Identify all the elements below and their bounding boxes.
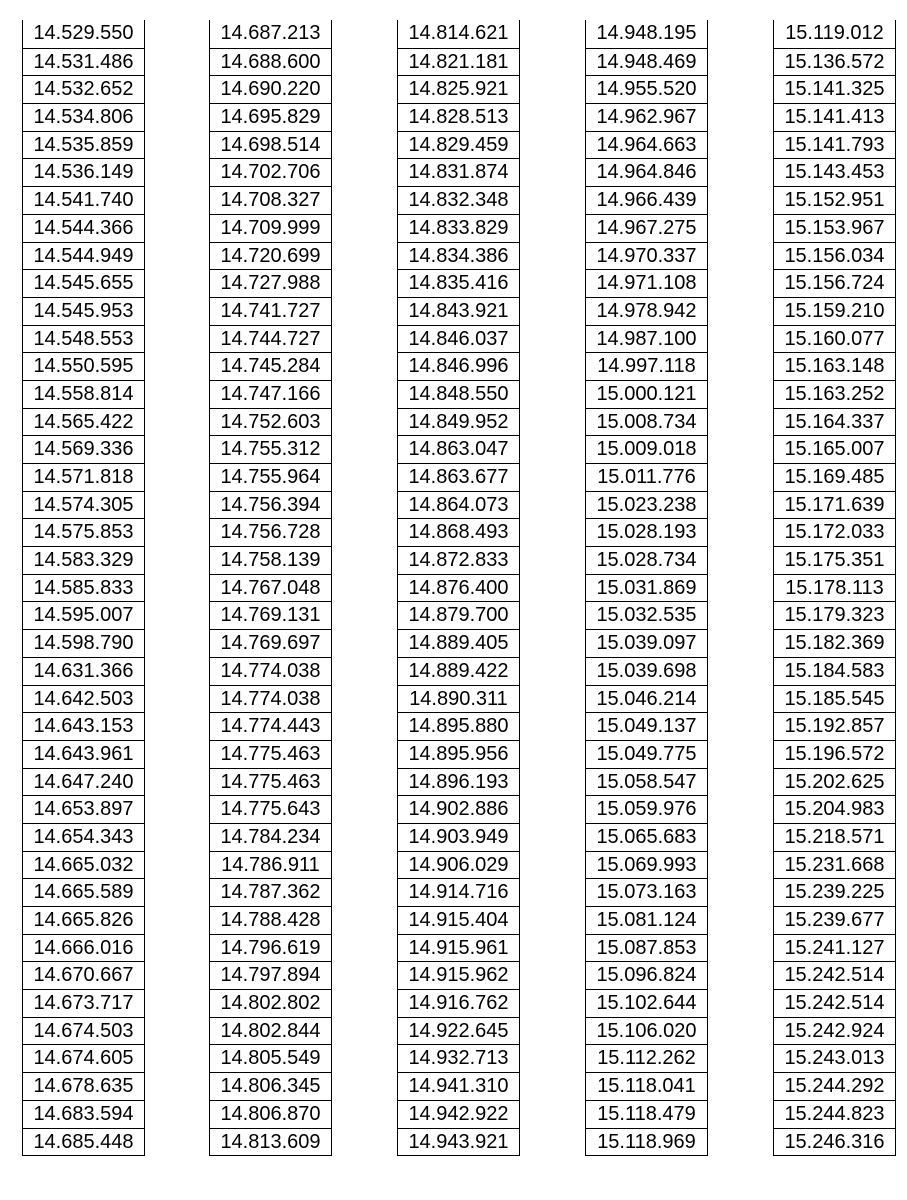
table-cell: 14.758.139 xyxy=(210,546,331,574)
table-cell: 14.774.038 xyxy=(210,685,331,713)
table-cell: 15.112.262 xyxy=(586,1044,707,1072)
table-cell: 15.028.193 xyxy=(586,518,707,546)
table-cell: 15.032.535 xyxy=(586,601,707,629)
table-cell: 15.039.698 xyxy=(586,657,707,685)
table-cell: 14.583.329 xyxy=(23,546,144,574)
table-cell: 15.169.485 xyxy=(774,463,895,491)
table-cell: 14.665.826 xyxy=(23,906,144,934)
table-cell: 14.902.886 xyxy=(398,795,519,823)
table-cell: 14.833.829 xyxy=(398,214,519,242)
table-cell: 14.687.213 xyxy=(220,22,321,44)
table-cell: 15.182.369 xyxy=(774,629,895,657)
table-cell: 15.023.238 xyxy=(586,491,707,519)
table-cell: 14.678.635 xyxy=(23,1072,144,1100)
table-cell: 14.932.713 xyxy=(398,1044,519,1072)
table-cell: 14.962.967 xyxy=(586,103,707,131)
table-cell: 15.164.337 xyxy=(774,408,895,436)
table-cell: 14.569.336 xyxy=(23,435,144,463)
table-cell: 15.159.210 xyxy=(774,297,895,325)
table-cell: 14.916.762 xyxy=(398,989,519,1017)
table-cell: 14.685.448 xyxy=(23,1128,144,1156)
table-cell: 15.156.034 xyxy=(774,242,895,270)
table-cell: 14.890.311 xyxy=(398,685,519,713)
table-cell: 14.548.553 xyxy=(23,325,144,353)
table-cell: 15.046.214 xyxy=(586,685,707,713)
table-cell: 14.727.988 xyxy=(210,269,331,297)
table-cell: 14.532.652 xyxy=(23,75,144,103)
table-cell: 14.821.181 xyxy=(398,48,519,76)
table-cell: 15.175.351 xyxy=(774,546,895,574)
table-cell: 14.806.345 xyxy=(210,1072,331,1100)
table-cell: 15.163.252 xyxy=(774,380,895,408)
table-cell: 14.849.952 xyxy=(398,408,519,436)
table-cell: 14.797.894 xyxy=(210,961,331,989)
table-cell: 14.802.802 xyxy=(210,989,331,1017)
table-cell: 15.242.514 xyxy=(774,961,895,989)
table-cell: 14.665.589 xyxy=(23,878,144,906)
table-cell: 14.863.047 xyxy=(398,435,519,463)
table-cell: 14.673.717 xyxy=(23,989,144,1017)
table-cell: 15.141.413 xyxy=(774,103,895,131)
table-cell: 14.695.829 xyxy=(210,103,331,131)
table-cell: 14.690.220 xyxy=(210,75,331,103)
table-cell: 14.828.513 xyxy=(398,103,519,131)
table-cell: 15.049.137 xyxy=(586,712,707,740)
table-cell: 14.914.716 xyxy=(398,878,519,906)
table-cell: 14.665.032 xyxy=(23,851,144,879)
table-cell: 14.598.790 xyxy=(23,629,144,657)
table-cell: 14.864.073 xyxy=(398,491,519,519)
table-cell: 15.178.113 xyxy=(774,574,895,602)
table-cell: 15.081.124 xyxy=(586,906,707,934)
table-cell: 14.787.362 xyxy=(210,878,331,906)
table-cell: 14.529.550 xyxy=(33,22,134,44)
table-cell: 14.948.195 xyxy=(596,22,697,44)
table-cell: 15.049.775 xyxy=(586,740,707,768)
table-cell: 14.666.016 xyxy=(23,934,144,962)
table-cell: 14.702.706 xyxy=(210,158,331,186)
table-cell: 15.241.127 xyxy=(774,934,895,962)
table-cell: 15.058.547 xyxy=(586,768,707,796)
table-cell: 14.879.700 xyxy=(398,601,519,629)
table-cell: 14.903.949 xyxy=(398,823,519,851)
table-cell: 14.536.149 xyxy=(23,158,144,186)
table-cell: 14.831.874 xyxy=(398,158,519,186)
table-cell: 15.065.683 xyxy=(586,823,707,851)
table-cell: 14.967.275 xyxy=(586,214,707,242)
table-cell: 14.709.999 xyxy=(210,214,331,242)
table-cell: 14.786.911 xyxy=(210,851,331,879)
table-cell: 15.000.121 xyxy=(586,380,707,408)
table-cell: 14.814.621 xyxy=(408,22,509,44)
table-cell: 14.915.961 xyxy=(398,934,519,962)
table-cell: 14.769.697 xyxy=(210,629,331,657)
table-cell: 15.136.572 xyxy=(774,48,895,76)
table-cell: 14.595.007 xyxy=(23,601,144,629)
number-column-3 xyxy=(397,20,520,1156)
table-cell: 14.966.439 xyxy=(586,186,707,214)
table-cell: 14.545.655 xyxy=(23,269,144,297)
table-cell: 14.531.486 xyxy=(23,48,144,76)
table-cell: 14.752.603 xyxy=(210,408,331,436)
table-cell: 14.674.605 xyxy=(23,1044,144,1072)
table-cell: 14.889.422 xyxy=(398,657,519,685)
table-cell: 14.895.956 xyxy=(398,740,519,768)
table-cell: 15.218.571 xyxy=(774,823,895,851)
table-cell: 15.242.514 xyxy=(774,989,895,1017)
table-cell: 14.544.366 xyxy=(23,214,144,242)
table-cell: 15.239.225 xyxy=(774,878,895,906)
number-column-1 xyxy=(22,20,145,1156)
table-cell: 15.102.644 xyxy=(586,989,707,1017)
table-cell: 14.943.921 xyxy=(398,1128,519,1156)
table-cell: 14.970.337 xyxy=(586,242,707,270)
table-cell: 14.805.549 xyxy=(210,1044,331,1072)
table-cell: 14.720.699 xyxy=(210,242,331,270)
table-cell: 15.152.951 xyxy=(774,186,895,214)
table-cell: 15.141.793 xyxy=(774,131,895,159)
table-cell: 14.788.428 xyxy=(210,906,331,934)
table-cell: 14.755.964 xyxy=(210,463,331,491)
table-cell: 14.868.493 xyxy=(398,518,519,546)
table-cell: 14.796.619 xyxy=(210,934,331,962)
table-cell: 14.535.859 xyxy=(23,131,144,159)
table-cell: 14.813.609 xyxy=(210,1128,331,1156)
table-cell: 15.118.479 xyxy=(586,1100,707,1128)
table-cell: 14.698.514 xyxy=(210,131,331,159)
table-cell: 14.643.961 xyxy=(23,740,144,768)
table-cell: 15.011.776 xyxy=(586,463,707,491)
table-cell: 15.156.724 xyxy=(774,269,895,297)
number-column-4 xyxy=(585,20,708,1156)
table-cell: 15.153.967 xyxy=(774,214,895,242)
table-cell: 15.184.583 xyxy=(774,657,895,685)
table-cell: 15.069.993 xyxy=(586,851,707,879)
table-cell: 15.172.033 xyxy=(774,518,895,546)
table-cell: 14.964.663 xyxy=(586,131,707,159)
table-cell: 14.756.728 xyxy=(210,518,331,546)
table-cell: 15.179.323 xyxy=(774,601,895,629)
table-cell: 15.028.734 xyxy=(586,546,707,574)
table-cell: 15.118.041 xyxy=(586,1072,707,1100)
table-cell: 14.964.846 xyxy=(586,158,707,186)
table-cell: 15.163.148 xyxy=(774,352,895,380)
table-cell: 15.008.734 xyxy=(586,408,707,436)
number-column-5 xyxy=(773,20,896,1156)
table-cell: 15.087.853 xyxy=(586,934,707,962)
table-cell: 14.550.595 xyxy=(23,352,144,380)
table-cell: 15.185.545 xyxy=(774,685,895,713)
table-cell: 15.165.007 xyxy=(774,435,895,463)
table-cell: 14.534.806 xyxy=(23,103,144,131)
table-cell: 14.745.284 xyxy=(210,352,331,380)
table-cell: 14.585.833 xyxy=(23,574,144,602)
table-cell: 14.674.503 xyxy=(23,1017,144,1045)
table-cell: 14.653.897 xyxy=(23,795,144,823)
table-cell: 14.744.727 xyxy=(210,325,331,353)
table-cell: 14.955.520 xyxy=(586,75,707,103)
table-cell: 14.835.416 xyxy=(398,269,519,297)
table-cell: 14.708.327 xyxy=(210,186,331,214)
table-cell: 14.843.921 xyxy=(398,297,519,325)
table-cell: 14.654.343 xyxy=(23,823,144,851)
table-cell: 14.688.600 xyxy=(210,48,331,76)
table-cell: 15.244.292 xyxy=(774,1072,895,1100)
table-cell: 15.244.823 xyxy=(774,1100,895,1128)
table-cell: 14.876.400 xyxy=(398,574,519,602)
table-cell: 14.775.463 xyxy=(210,768,331,796)
table-cell: 14.756.394 xyxy=(210,491,331,519)
table-cell: 14.802.844 xyxy=(210,1017,331,1045)
table-cell: 15.141.325 xyxy=(774,75,895,103)
table-cell: 15.243.013 xyxy=(774,1044,895,1072)
table-cell: 14.558.814 xyxy=(23,380,144,408)
table-cell: 14.775.643 xyxy=(210,795,331,823)
table-cell: 15.171.639 xyxy=(774,491,895,519)
table-cell: 14.545.953 xyxy=(23,297,144,325)
table-cell: 15.059.976 xyxy=(586,795,707,823)
table-cell: 14.889.405 xyxy=(398,629,519,657)
table-cell: 14.832.348 xyxy=(398,186,519,214)
table-cell: 14.755.312 xyxy=(210,435,331,463)
table-cell: 14.948.469 xyxy=(586,48,707,76)
table-cell: 15.204.983 xyxy=(774,795,895,823)
table-cell: 14.575.853 xyxy=(23,518,144,546)
table-cell: 14.978.942 xyxy=(586,297,707,325)
table-cell: 14.683.594 xyxy=(23,1100,144,1128)
table-cell: 14.544.949 xyxy=(23,242,144,270)
table-cell: 14.642.503 xyxy=(23,685,144,713)
table-cell: 14.906.029 xyxy=(398,851,519,879)
table-cell: 15.039.097 xyxy=(586,629,707,657)
table-cell: 15.231.668 xyxy=(774,851,895,879)
table-cell: 14.915.404 xyxy=(398,906,519,934)
table-cell: 15.009.018 xyxy=(586,435,707,463)
table-cell: 14.775.463 xyxy=(210,740,331,768)
table-cell: 15.202.625 xyxy=(774,768,895,796)
table-cell: 14.997.118 xyxy=(586,352,707,380)
table-cell: 14.846.996 xyxy=(398,352,519,380)
table-cell: 15.118.969 xyxy=(586,1128,707,1156)
table-cell: 15.246.316 xyxy=(774,1128,895,1156)
table-cell: 14.769.131 xyxy=(210,601,331,629)
table-cell: 15.073.163 xyxy=(586,878,707,906)
table-cell: 15.196.572 xyxy=(774,740,895,768)
table-cell: 14.895.880 xyxy=(398,712,519,740)
table-cell: 14.825.921 xyxy=(398,75,519,103)
table-cell: 14.942.922 xyxy=(398,1100,519,1128)
table-cell: 14.670.667 xyxy=(23,961,144,989)
table-cell: 14.767.048 xyxy=(210,574,331,602)
table-cell: 15.143.453 xyxy=(774,158,895,186)
table-cell: 14.784.234 xyxy=(210,823,331,851)
table-cell: 15.192.857 xyxy=(774,712,895,740)
table-cell: 15.160.077 xyxy=(774,325,895,353)
table-cell: 14.848.550 xyxy=(398,380,519,408)
table-cell: 14.971.108 xyxy=(586,269,707,297)
table-cell: 14.541.740 xyxy=(23,186,144,214)
table-cell: 14.846.037 xyxy=(398,325,519,353)
table-cell: 14.565.422 xyxy=(23,408,144,436)
table-cell: 14.829.459 xyxy=(398,131,519,159)
table-cell: 15.031.869 xyxy=(586,574,707,602)
table-cell: 14.896.193 xyxy=(398,768,519,796)
table-cell: 15.239.677 xyxy=(774,906,895,934)
table-cell: 14.915.962 xyxy=(398,961,519,989)
table-cell: 14.806.870 xyxy=(210,1100,331,1128)
table-cell: 14.574.305 xyxy=(23,491,144,519)
table-cell: 14.571.818 xyxy=(23,463,144,491)
table-cell: 14.834.386 xyxy=(398,242,519,270)
table-cell: 15.096.824 xyxy=(586,961,707,989)
table-cell: 14.863.677 xyxy=(398,463,519,491)
table-cell: 14.774.443 xyxy=(210,712,331,740)
table-cell: 15.119.012 xyxy=(785,22,884,44)
table-cell: 14.741.727 xyxy=(210,297,331,325)
table-cell: 14.643.153 xyxy=(23,712,144,740)
table-cell: 14.747.166 xyxy=(210,380,331,408)
table-cell: 14.987.100 xyxy=(586,325,707,353)
table-cell: 14.774.038 xyxy=(210,657,331,685)
table-cell: 14.872.833 xyxy=(398,546,519,574)
table-cell: 14.922.645 xyxy=(398,1017,519,1045)
table-cell: 15.242.924 xyxy=(774,1017,895,1045)
table-cell: 14.941.310 xyxy=(398,1072,519,1100)
table-cell: 14.647.240 xyxy=(23,768,144,796)
table-cell: 15.106.020 xyxy=(586,1017,707,1045)
number-column-2 xyxy=(209,20,332,1156)
table-cell: 14.631.366 xyxy=(23,657,144,685)
